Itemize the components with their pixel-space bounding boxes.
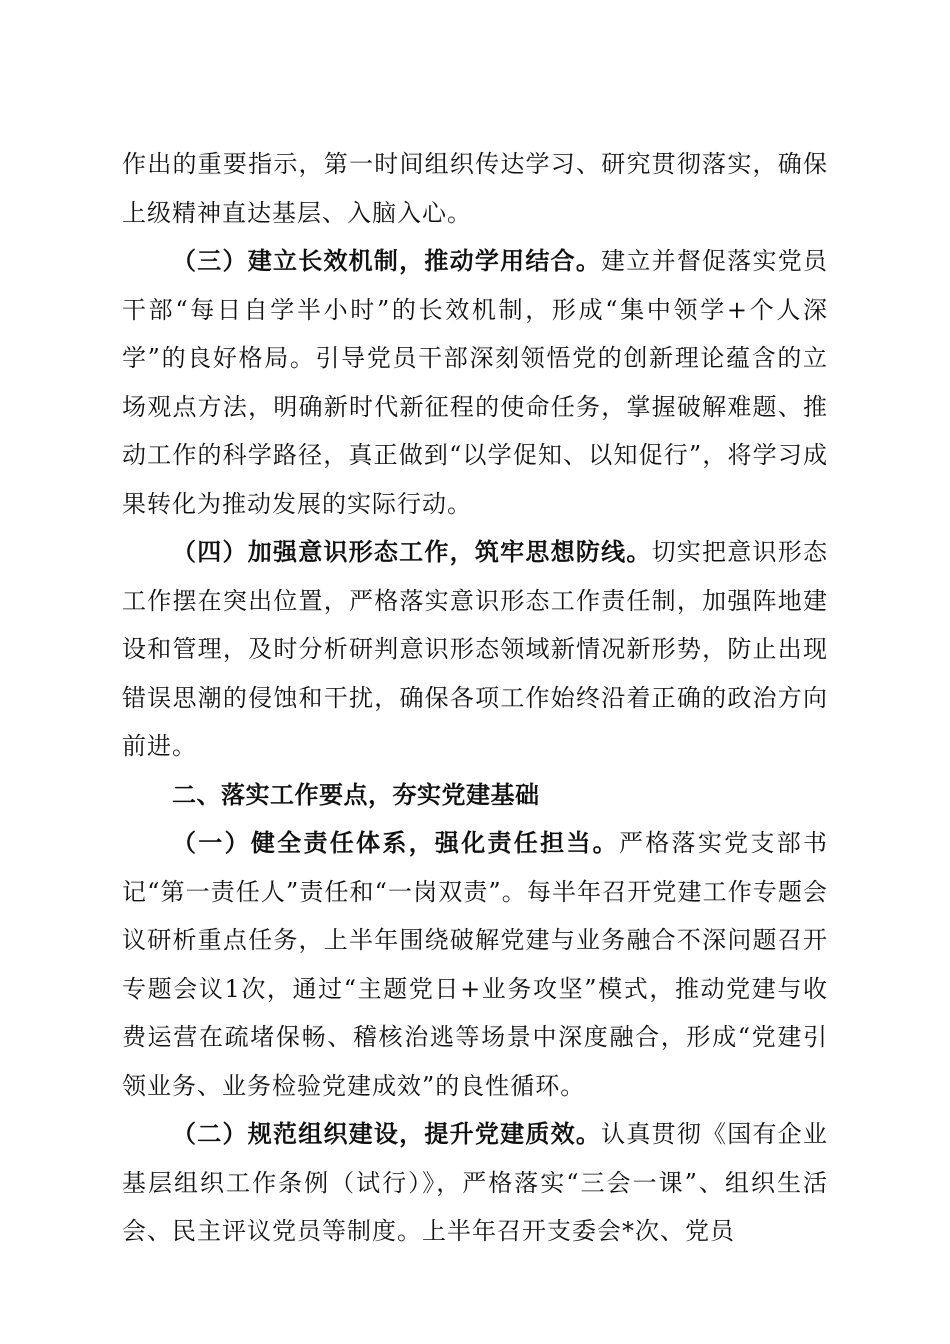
paragraph-continuation (122, 140, 828, 237)
paragraph-text: 严格落实党支部书记“第一责任人”责任和“一岗双责”。每半年召开党建工作专题会议研析重点任务，上半年围绕破解党建与业务融合不深问题召开专题会议1次，通过“主题党日+业务攻坚”模式，推动党建与收费运营在疏堵保畅、稽核治逃等场景中深度融合，形成“党建引领业务、业务检验党建成效”的良性循环。 (122, 829, 829, 1100)
paragraph-text: 建立并督促落实党员干部“每日自学半小时”的长效机制，形成“集中领学+个人深学”的良好格局。引导党员干部深刻领悟党的创新理论蕴含的立场观点方法，明确新时代新征程的使命任务，掌握破解难题、推动工作的科学路径，真正做到“以学促知、以知促行”，将学习成果转化为推动发展的实际行动。 (122, 247, 829, 518)
paragraph-long-term-mechanism (122, 237, 828, 528)
paragraph-lead: （一）健全责任体系，强化责任担当。 (172, 828, 619, 857)
paragraph-text: 作出的重要指示，第一时间组织传达学习、研究贯彻落实，确保上级精神直达基层、入脑入心。 (122, 150, 828, 227)
paragraph-lead: （四）加强意识形态工作，筑牢思想防线。 (172, 537, 652, 566)
paragraph-lead: （二）规范组织建设，提升党建质效。 (172, 1119, 602, 1148)
paragraph-ideology-work (122, 528, 828, 771)
paragraph-responsibility-system (122, 819, 828, 1110)
paragraph-text: 认真贯彻《国有企业基层组织工作条例（试行）》，严格落实“三会一课”、组织生活会、民主评议党员等制度。上半年召开支委会*次、党员 (122, 1120, 829, 1245)
paragraph-text: 切实把意识形态工作摆在突出位置，严格落实意识形态工作责任制，加强阵地建设和管理，及时分析研判意识形态领域新情况新形势，防止出现错误思潮的侵蚀和干扰，确保各项工作始终沿着正确的政治方向前进。 (122, 538, 829, 760)
paragraph-lead: （三）建立长效机制，推动学用结合。 (172, 246, 602, 275)
section-heading: 二、落实工作要点，夯实党建基础 (172, 780, 540, 809)
paragraph-organization-building (122, 1110, 828, 1256)
document-body (122, 140, 828, 1256)
